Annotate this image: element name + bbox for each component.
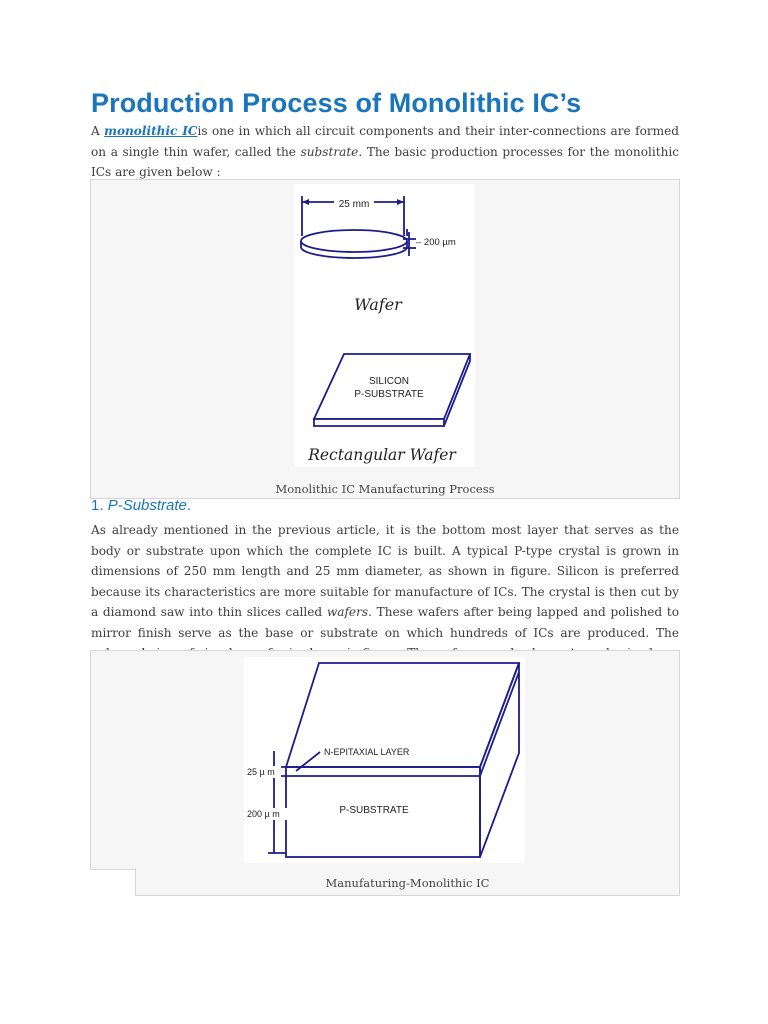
- figure-monolithic: [90, 650, 680, 870]
- figure-wafer: [90, 179, 680, 499]
- thickness-label: – 200 µm: [416, 237, 456, 248]
- dim-200-label: 200 µ m: [247, 809, 280, 819]
- p-substrate-label-2: P-SUBSTRATE: [339, 805, 409, 816]
- dim-25-label: 25 µ m: [247, 767, 275, 777]
- diameter-label: 25 mm: [338, 199, 370, 210]
- monolithic-diagram: [244, 657, 525, 863]
- p-substrate-label: P-SUBSTRATE: [354, 389, 424, 400]
- figure-caption-2: Manufaturing-Monolithic IC: [325, 876, 490, 890]
- epitaxial-label: N-EPITAXIAL LAYER: [324, 747, 410, 757]
- rectangular-wafer-label: Rectangular Wafer: [308, 446, 456, 464]
- intro-paragraph: A monolithic ICis one in which all circuit components and their inter-connections are formed on a single thin wafer, called the substrate. The basic production processes for the monolithic ICs are given below :: [91, 124, 679, 179]
- figure-caption: Monolithic IC Manufacturing Process: [275, 482, 495, 496]
- section-paragraph: As already mentioned in the previous article, it is the bottom most layer that serves as the body or substrate upon which the complete IC is built. A typical P-type crystal is grown in dimensions of 250 mm length and 25 mm diameter, as shown in figure. Silicon is preferred because its characteristics are more suitable for manufacture of ICs. The crystal is then cut by a diamond saw into thin slices called wafers. These wafers after being lapped and polished to mirror finish serve as the base or substrate on which hundreds of ICs are produced. The: [91, 523, 679, 640]
- wafer-diagram: [294, 184, 475, 467]
- monolithic-ic-link[interactable]: monolithic IC: [104, 124, 198, 138]
- section-heading: 1. P-Substrate.: [91, 497, 192, 514]
- figure2-caption-box: [135, 868, 680, 896]
- silicon-label: SILICON: [368, 376, 410, 387]
- wafer-label: Wafer: [354, 295, 402, 314]
- page-title: Production Process of Monolithic IC’s: [91, 88, 582, 118]
